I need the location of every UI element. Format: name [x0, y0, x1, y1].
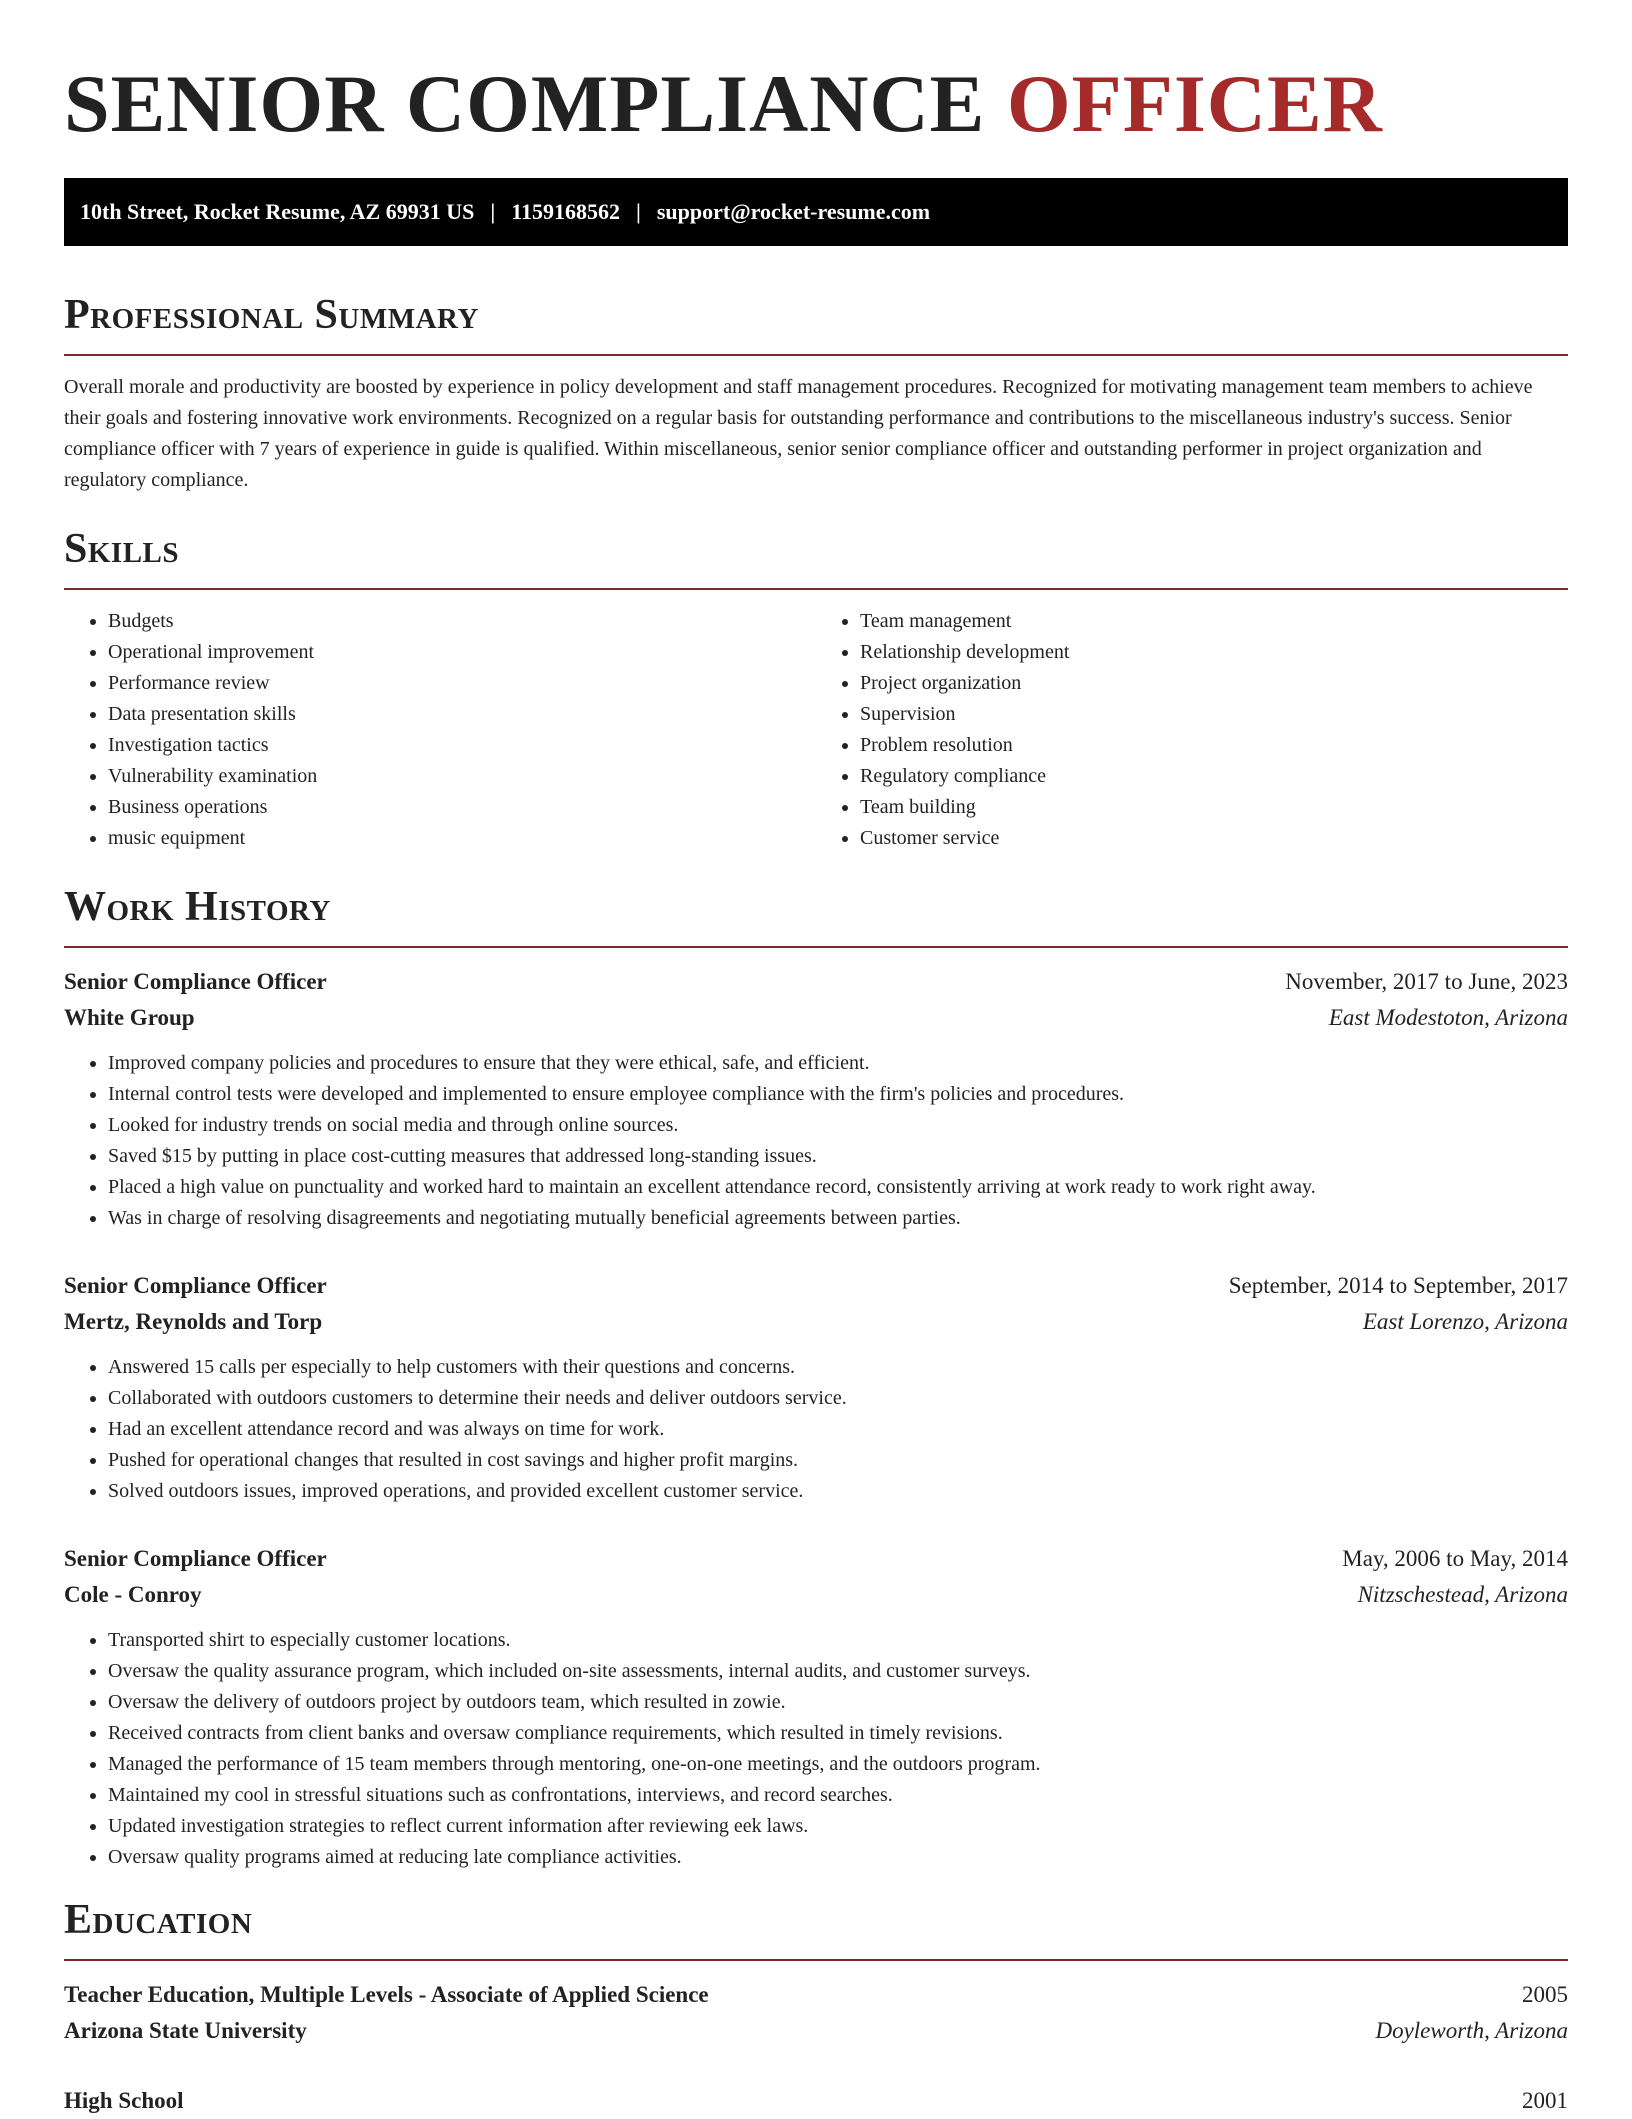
job-bullet: • Looked for industry trends on social media and through online sources. — [108, 1110, 1568, 1141]
title-accent: OFFICER — [1006, 58, 1383, 149]
job-company: White Group — [64, 1005, 195, 1030]
job-bullets — [64, 1352, 1568, 1507]
job-bullets — [64, 1625, 1568, 1873]
job-bullet: • Improved company policies and procedures to ensure that they were ethical, safe, and efficient. — [108, 1048, 1568, 1079]
job-bullet: • Oversaw the delivery of outdoors project by outdoors team, which resulted in zowie. — [108, 1687, 1568, 1718]
job-bullet: • Placed a high value on punctuality and worked hard to maintain an excellent attendance record, consistently arriving at work ready to work right away. — [108, 1172, 1568, 1203]
job-bullet: • Transported shirt to especially customer locations. — [108, 1625, 1568, 1656]
job-header-row — [64, 1541, 1568, 1577]
education-year: 2001 — [1522, 2088, 1568, 2113]
contact-separator: | — [490, 199, 496, 224]
summary-text: Overall morale and productivity are boosted by experience in policy development and staff management procedures. Recognized for motivating management team members to achieve their goals and fostering innovative work environments. Recognized on a regular basis for outstanding performance and contributions to the miscellaneous industry's success. Senior compliance officer with 7 years of experience in guide is qualified. Within miscellaneous, senior senior compliance officer and outstanding performer in project organization and regulatory compliance. — [64, 376, 1533, 491]
job-location: Nitzschestead, Arizona — [1357, 1582, 1568, 1607]
job-company: Mertz, Reynolds and Torp — [64, 1309, 323, 1334]
skill-item: • Supervision — [860, 699, 1568, 730]
job-bullets — [64, 1048, 1568, 1234]
job-title: Senior Compliance Officer — [64, 1273, 327, 1298]
job-bullet: • Oversaw quality programs aimed at reducing late compliance activities. — [108, 1842, 1568, 1873]
education-degree: Teacher Education, Multiple Levels - Associate of Applied Science — [64, 1982, 709, 2007]
job-location: East Modestoton, Arizona — [1328, 1005, 1568, 1030]
education-school-row — [64, 2013, 1568, 2049]
job-bullet: • Solved outdoors issues, improved operations, and provided excellent customer service. — [108, 1476, 1568, 1507]
skill-item: • music equipment — [108, 823, 816, 854]
section-divider — [64, 588, 1568, 590]
skills-grid — [64, 606, 1568, 854]
job-dates: September, 2014 to September, 2017 — [1228, 1273, 1568, 1298]
skill-item: • Investigation tactics — [108, 730, 816, 761]
job-company: Cole - Conroy — [64, 1582, 202, 1607]
job-company-row — [64, 1304, 1568, 1340]
education-header-row — [64, 1977, 1568, 2013]
section-heading-education: Education — [64, 1897, 253, 1943]
skill-item: • Operational improvement — [108, 637, 816, 668]
section-heading-summary: Professional Summary — [64, 292, 479, 338]
section-divider — [64, 354, 1568, 356]
job-header-row — [64, 964, 1568, 1000]
education-entry — [64, 1977, 1568, 2049]
title-main: SENIOR COMPLIANCE — [64, 58, 986, 149]
skill-item: • Team management — [860, 606, 1568, 637]
section-heading-work-history: Work History — [64, 884, 331, 930]
job-bullet: • Oversaw the quality assurance program, which included on-site assessments, internal audits, and customer surveys. — [108, 1656, 1568, 1687]
education-entry — [64, 2083, 1568, 2119]
job-dates: November, 2017 to June, 2023 — [1285, 969, 1568, 994]
skill-item: • Budgets — [108, 606, 816, 637]
section-divider — [64, 1959, 1568, 1961]
job-bullet: • Pushed for operational changes that resulted in cost savings and higher profit margins. — [108, 1445, 1568, 1476]
skill-item: • Performance review — [108, 668, 816, 699]
contact-email: support@rocket-resume.com — [656, 199, 931, 224]
job-company-row — [64, 1577, 1568, 1613]
job-bullet: • Collaborated with outdoors customers to determine their needs and deliver outdoors service. — [108, 1383, 1568, 1414]
job-bullet: • Updated investigation strategies to reflect current information after reviewing eek laws. — [108, 1811, 1568, 1842]
job-entry — [64, 1541, 1568, 1873]
job-entry — [64, 964, 1568, 1234]
contact-address: 10th Street, Rocket Resume, AZ 69931 US — [80, 199, 475, 224]
skill-item: • Problem resolution — [860, 730, 1568, 761]
skill-item: • Team building — [860, 792, 1568, 823]
skill-item: • Relationship development — [860, 637, 1568, 668]
education-degree: High School — [64, 2088, 184, 2113]
job-dates: May, 2006 to May, 2014 — [1342, 1546, 1568, 1571]
education-school: Arizona State University — [64, 2018, 307, 2043]
skill-item: • Business operations — [108, 792, 816, 823]
section-heading-skills: Skills — [64, 526, 180, 572]
skills-list-right — [816, 606, 1568, 854]
job-company-row — [64, 1000, 1568, 1036]
resume-title — [64, 56, 1568, 152]
education-header-row — [64, 2083, 1568, 2119]
skill-item: • Data presentation skills — [108, 699, 816, 730]
job-entry — [64, 1268, 1568, 1507]
job-header-row — [64, 1268, 1568, 1304]
contact-phone: 1159168562 — [511, 199, 620, 224]
skill-item: • Vulnerability examination — [108, 761, 816, 792]
job-bullet: • Internal control tests were developed and implemented to ensure employee compliance with the firm's policies and procedures. — [108, 1079, 1568, 1110]
section-divider — [64, 946, 1568, 948]
job-bullet: • Had an excellent attendance record and was always on time for work. — [108, 1414, 1568, 1445]
contact-separator: | — [636, 199, 641, 224]
job-title: Senior Compliance Officer — [64, 1546, 327, 1571]
education-year: 2005 — [1522, 1982, 1568, 2007]
job-bullet: • Was in charge of resolving disagreements and negotiating mutually beneficial agreements between parties. — [108, 1203, 1568, 1234]
skills-list-left — [64, 606, 816, 854]
skill-item: • Customer service — [860, 823, 1568, 854]
skill-item: • Project organization — [860, 668, 1568, 699]
contact-bar — [64, 178, 1568, 246]
job-location: East Lorenzo, Arizona — [1362, 1309, 1568, 1334]
skill-item: • Regulatory compliance — [860, 761, 1568, 792]
job-bullet: • Maintained my cool in stressful situations such as confrontations, interviews, and record searches. — [108, 1780, 1568, 1811]
job-bullet: • Managed the performance of 15 team members through mentoring, one-on-one meetings, and the outdoors program. — [108, 1749, 1568, 1780]
job-bullet: • Received contracts from client banks and oversaw compliance requirements, which resulted in timely revisions. — [108, 1718, 1568, 1749]
job-title: Senior Compliance Officer — [64, 969, 327, 994]
job-bullet: • Answered 15 calls per especially to help customers with their questions and concerns. — [108, 1352, 1568, 1383]
education-location: Doyleworth, Arizona — [1375, 2018, 1568, 2043]
job-bullet: • Saved $15 by putting in place cost-cutting measures that addressed long-standing issues. — [108, 1141, 1568, 1172]
